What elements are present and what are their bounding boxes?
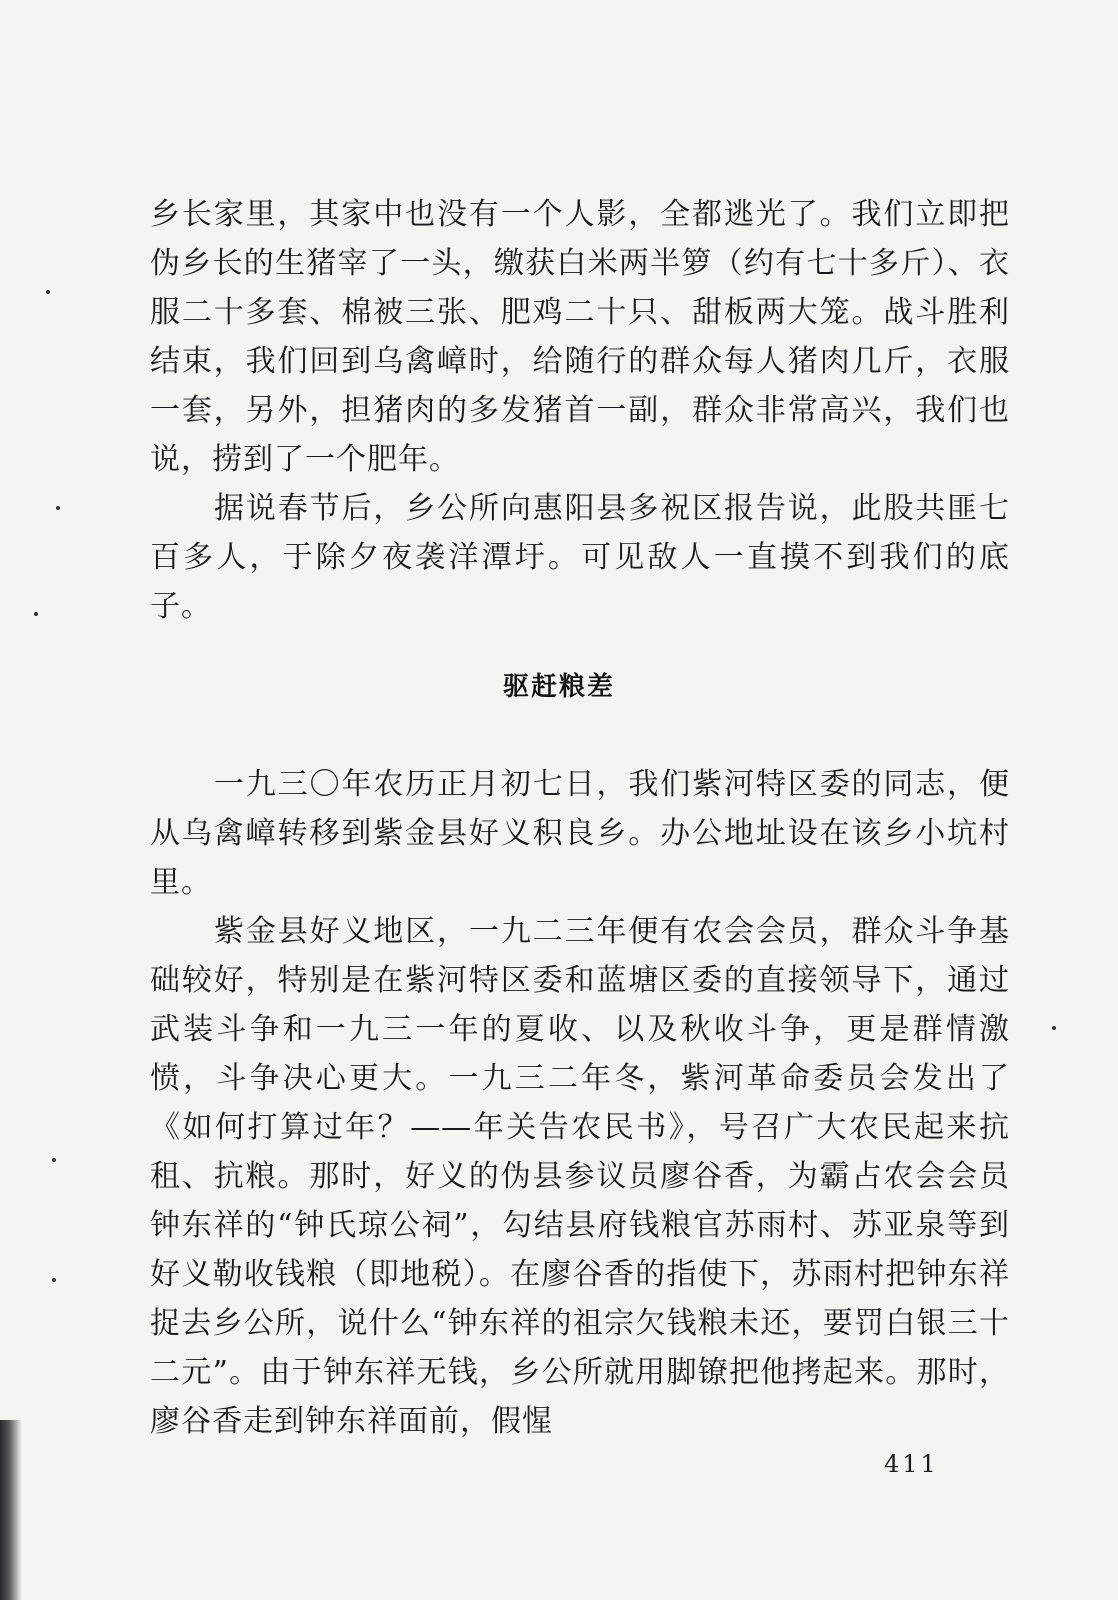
scan-speck: [46, 290, 50, 294]
paragraph: 紫金县好义地区，一九二三年便有农会会员，群众斗争基础较好，特别是在紫河特区委和蓝塘区委的直接领导下，通过武装斗争和一九三一年的夏收、以及秋收斗争，更是群情激愤，斗争决心更大。一九三二年冬，紫河革命委员会发出了《如何打算过年？——年关告农民书》，号召广大农民起来抗租、抗粮。那时，好义的伪县参议员廖谷香，为霸占农会会员钟东祥的“钟氏琼公祠”，勾结县府钱粮官苏雨村、苏亚泉等到好义勒收钱粮（即地税）。在廖谷香的指使下，苏雨村把钟东祥捉去乡公所，说什么“钟东祥的祖宗欠钱粮未还，要罚白银三十二元”。由于钟东祥无钱，乡公所就用脚镣把他拷起来。那时，廖谷香走到钟东祥面前，假惺: [150, 914, 1010, 1439]
page-number: 411: [884, 1450, 939, 1478]
section-title: 驱赶粮差: [502, 672, 615, 702]
top-text-block: [150, 190, 1010, 631]
scan-speck: [56, 506, 60, 510]
scan-speck: [52, 1278, 56, 1282]
paragraph: 一九三〇年农历正月初七日，我们紫河特区委的同志，便从乌禽嶂转移到紫金县好义积良乡。办公地址设在该乡小坑村里。: [150, 767, 1010, 900]
scan-speck: [1052, 1026, 1056, 1030]
scan-edge-shadow: [0, 1420, 22, 1600]
scan-speck: [52, 1158, 56, 1162]
paragraph: 乡长家里，其家中也没有一个人影，全都逃光了。我们立即把伪乡长的生猪宰了一头，缴获白米两半箩（约有七十多斤）、衣服二十多套、棉被三张、肥鸡二十只、甜板两大笼。战斗胜利结束，我们回到乌禽嶂时，给随行的群众每人猪肉几斤，衣服一套，另外，担猪肉的多发猪首一副，群众非常高兴，我们也说，捞到了一个肥年。: [150, 197, 1010, 477]
scan-speck: [34, 612, 38, 616]
paragraph: 据说春节后，乡公所向惠阳县多祝区报告说，此股共匪七百多人，于除夕夜袭洋潭圩。可见敌人一直摸不到我们的底子。: [150, 491, 1010, 624]
section-text-block: [150, 760, 1010, 1446]
